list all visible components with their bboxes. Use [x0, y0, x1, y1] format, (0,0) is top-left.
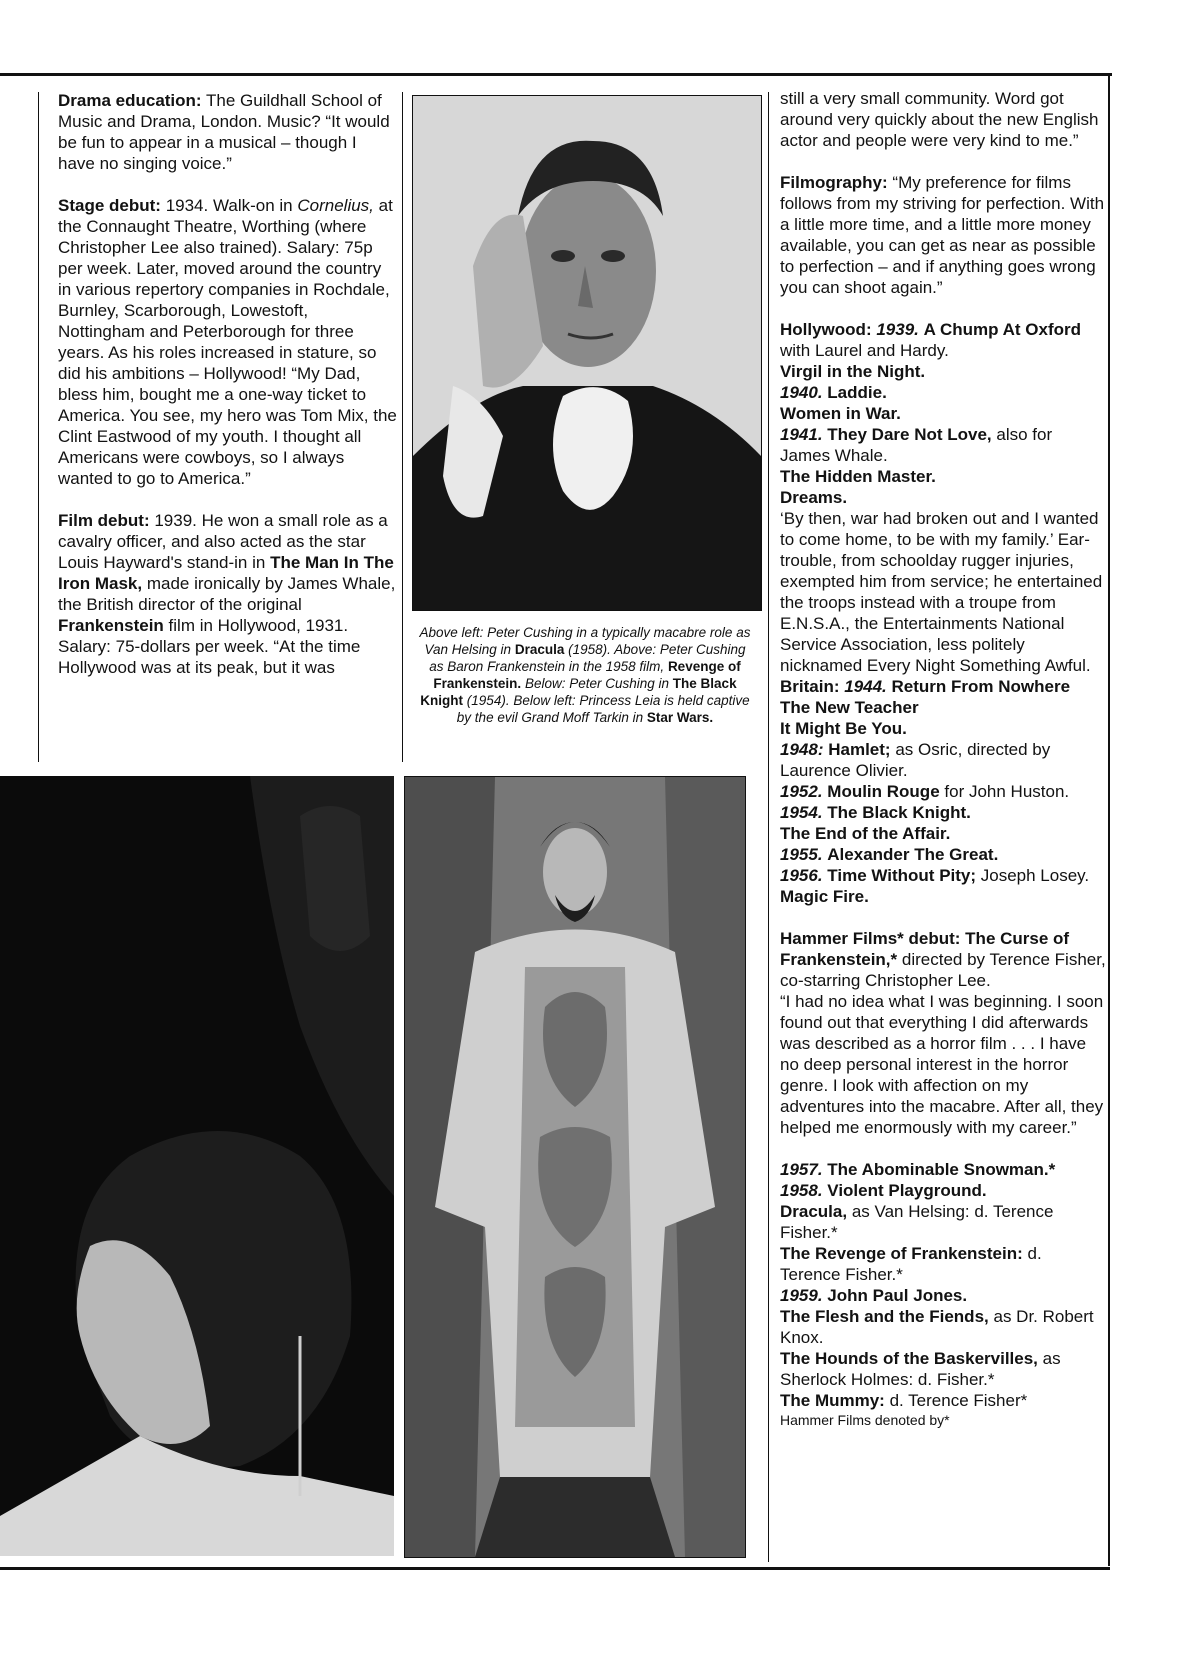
film-debut-text-2: made ironically by James Whale, the British director of the original [58, 574, 396, 614]
year-1941: 1941. [780, 425, 823, 444]
left-col-right-rule [402, 92, 403, 762]
drama-education-paragraph [58, 90, 398, 174]
title-laddie: Laddie. [827, 383, 887, 402]
title-the-mummy: The Mummy: [780, 1391, 885, 1410]
title-moulin-rouge: Moulin Rouge [827, 782, 940, 801]
title-end-of-affair: The End of the Affair. [780, 824, 951, 843]
title-curse-of-frankenstein: The Curse of Frankenstein,* [780, 929, 1070, 969]
year-1940: 1940. [780, 383, 823, 402]
stage-debut-paragraph [58, 195, 398, 489]
caption-part-1: Above left: Peter Cushing in a typically macabre role as Van Helsing in [419, 625, 751, 657]
moulin-note: for John Huston. [944, 782, 1070, 801]
curse-note: directed by Terence Fisher, co-starring Christopher Lee. [780, 950, 1106, 990]
portrait-van-helsing-image [413, 96, 761, 610]
entry-1954 [780, 802, 1106, 823]
title-dreams: Dreams. [780, 488, 848, 507]
caption-title-black-knight: The Black Knight [420, 676, 737, 708]
left-text-column [58, 90, 398, 699]
right-text-column [780, 88, 1106, 1450]
film-debut-title-2: Frankenstein [58, 616, 164, 635]
title-dare-not-love: They Dare Not Love, [827, 425, 992, 444]
right-col-left-rule [768, 92, 769, 1562]
title-violent-playground: Violent Playground. [827, 1181, 987, 1200]
title-flesh-and-fiends: The Flesh and the Fiends, [780, 1307, 989, 1326]
top-rule [0, 73, 1112, 76]
film-debut-paragraph [58, 510, 398, 678]
drama-education-text: The Guildhall School of Music and Drama, London. Music? “It would be fun to appear in a musical – though I have no singing voice.” [58, 91, 390, 173]
entry-1941 [780, 424, 1106, 466]
entry-revenge [780, 1243, 1106, 1285]
hollywood-section [780, 319, 1106, 907]
entry-1948 [780, 739, 1106, 781]
entry-1959 [780, 1285, 1106, 1306]
film-debut-title-1: The Man In The Iron Mask, [58, 553, 394, 593]
caption-title-star-wars: Star Wars. [646, 710, 714, 725]
drama-education-label: Drama education: [58, 91, 202, 110]
photo-van-helsing [412, 95, 762, 611]
title-abominable-snowman: The Abominable Snowman.* [827, 1160, 1056, 1179]
hammer-footnote: Hammer Films denoted by* [780, 1412, 950, 1428]
year-1944: 1944. [844, 677, 887, 696]
caption-part-2: (1958). Above: Peter Cushing as Baron Frankenstein in the 1958 film, [429, 642, 746, 674]
year-1954: 1954. [780, 803, 823, 822]
britain-label: Britain: [780, 677, 840, 696]
princess-leia-image [0, 776, 394, 1556]
time-note: Joseph Losey. [980, 866, 1090, 885]
title-black-knight: The Black Knight. [827, 803, 971, 822]
hollywood-label: Hollywood: [780, 320, 872, 339]
year-1956: 1956. [780, 866, 823, 885]
caption-part-4: (1954). Below left: Princess Leia is held captive by the evil Grand Moff Tarkin in [456, 693, 750, 725]
mummy-note: d. Terence Fisher* [889, 1391, 1028, 1410]
title-magic-fire: Magic Fire. [780, 887, 869, 906]
left-col-left-rule [38, 92, 39, 762]
title-revenge-of-frankenstein: The Revenge of Frankenstein: [780, 1244, 1023, 1263]
hollywood-entry-1939 [780, 319, 1106, 361]
hamlet-note: as Osric, directed by Laurence Olivier. [780, 740, 1051, 780]
hammer-quote: “I had no idea what I was beginning. I soon found out that everything I did afterwards was described as a horror film . . . I have no deep personal interest in the horror genre. I look with affection on my adventures into the macabre. After all, they helped me enormously with my career.” [780, 992, 1104, 1137]
title-hamlet: Hamlet; [828, 740, 891, 759]
caption-part-3: Below: Peter Cushing in [524, 676, 670, 691]
stage-debut-label: Stage debut: [58, 196, 161, 215]
title-hidden-master: The Hidden Master. [780, 467, 936, 486]
dare-note: also for James Whale. [780, 425, 1053, 465]
year-1955: 1955. [780, 845, 823, 864]
war-quote: ‘By then, war had broken out and I wanted to come home, to be with my family.’ Ear-trouble, from schoolday rugger injuries, exempted him from service; he entertained the troops instead with a troupe from E.N.S.A., the Entertainments National Service Association, less politely nicknamed Every Night Something Awful. [780, 509, 1103, 675]
hounds-note: as Sherlock Holmes: d. Fisher.* [780, 1349, 1061, 1389]
hammer-debut [780, 928, 1106, 991]
year-1957: 1957. [780, 1160, 823, 1179]
year-1959: 1959. [780, 1286, 823, 1305]
title-hounds-of-baskervilles: The Hounds of the Baskervilles, [780, 1349, 1038, 1368]
entry-1944 [780, 676, 1106, 697]
entry-1957 [780, 1159, 1106, 1180]
filmography-label: Filmography: [780, 173, 888, 192]
hammer-label: Hammer Films* debut: [780, 929, 961, 948]
entry-1956 [780, 865, 1106, 886]
title-new-teacher: The New Teacher [780, 698, 919, 717]
stage-debut-play: Cornelius, [297, 196, 374, 215]
film-debut-label: Film debut: [58, 511, 150, 530]
flesh-note: as Dr. Robert Knox. [780, 1307, 1094, 1347]
dracula-note: as Van Helsing: d. Terence Fisher.* [780, 1202, 1054, 1242]
title-time-without-pity: Time Without Pity; [827, 866, 977, 885]
photo-princess-leia [0, 776, 394, 1556]
entry-flesh [780, 1306, 1106, 1348]
caption-title-dracula: Dracula [514, 642, 565, 657]
caption-title-revenge: Revenge of Frankenstein. [433, 659, 741, 691]
photo-black-knight [404, 776, 746, 1558]
entry-1955 [780, 844, 1106, 865]
stage-debut-text-1: 1934. Walk-on in [165, 196, 293, 215]
film-debut-text-1: 1939. He won a small role as a cavalry officer, and also acted as the star Louis Hayward's stand-in in [58, 511, 388, 572]
revenge-note: d. Terence Fisher.* [780, 1244, 1042, 1284]
title-women-in-war: Women in War. [780, 404, 901, 423]
black-knight-image [405, 777, 745, 1557]
title-chump-at-oxford: A Chump At Oxford [923, 320, 1082, 339]
entry-1952 [780, 781, 1106, 802]
title-john-paul-jones: John Paul Jones. [827, 1286, 968, 1305]
chump-note: with Laurel and Hardy. [780, 341, 949, 360]
film-debut-text-3: film in Hollywood, 1931. Salary: 75-dollars per week. “At the time Hollywood was at its peak, but it was [58, 616, 361, 677]
right-rule [1108, 76, 1110, 1566]
bottom-rule [0, 1567, 1110, 1570]
intro-paragraph: still a very small community. Word got around very quickly about the new English actor and people were very kind to me.” [780, 89, 1099, 150]
filmography-text: “My preference for films follows from my striving for perfection. With a little more time, and a little more money available, you can get as near as possible to perfection – and if anything goes wrong you can shoot again.” [780, 173, 1105, 297]
title-dracula: Dracula, [780, 1202, 848, 1221]
entry-1958 [780, 1180, 1106, 1201]
hammer-section [780, 928, 1106, 1138]
stage-debut-text-2: at the Connaught Theatre, Worthing (where Christopher Lee also trained). Salary: 75p per week. Later, moved around the country in various repertory companies in Rochdale, Burnley, Scarborough, Lowestoft, Nottingham and Peterborough for three years. As his roles increased in stature, so did his ambitions – Hollywood! “My Dad, bless him, bought me a one-way ticket to America. You see, my hero was Tom Mix, the Clint Eastwood of my youth. I thought all Americans were cowboys, so I always wanted to go to America.” [58, 196, 397, 488]
entry-dracula [780, 1201, 1106, 1243]
photo-caption [418, 624, 752, 726]
entry-hounds [780, 1348, 1106, 1390]
entry-mummy [780, 1390, 1106, 1411]
title-might-be-you: It Might Be You. [780, 719, 907, 738]
year-1952: 1952. [780, 782, 823, 801]
entry-1940 [780, 382, 1106, 403]
title-alexander: Alexander The Great. [827, 845, 999, 864]
hammer-filmography [780, 1159, 1106, 1429]
title-return-from-nowhere: Return From Nowhere [891, 677, 1071, 696]
year-1948: 1948: [780, 740, 824, 759]
year-1939: 1939. [876, 320, 919, 339]
title-virgil: Virgil in the Night. [780, 362, 926, 381]
year-1958: 1958. [780, 1181, 823, 1200]
filmography-paragraph [780, 172, 1106, 298]
